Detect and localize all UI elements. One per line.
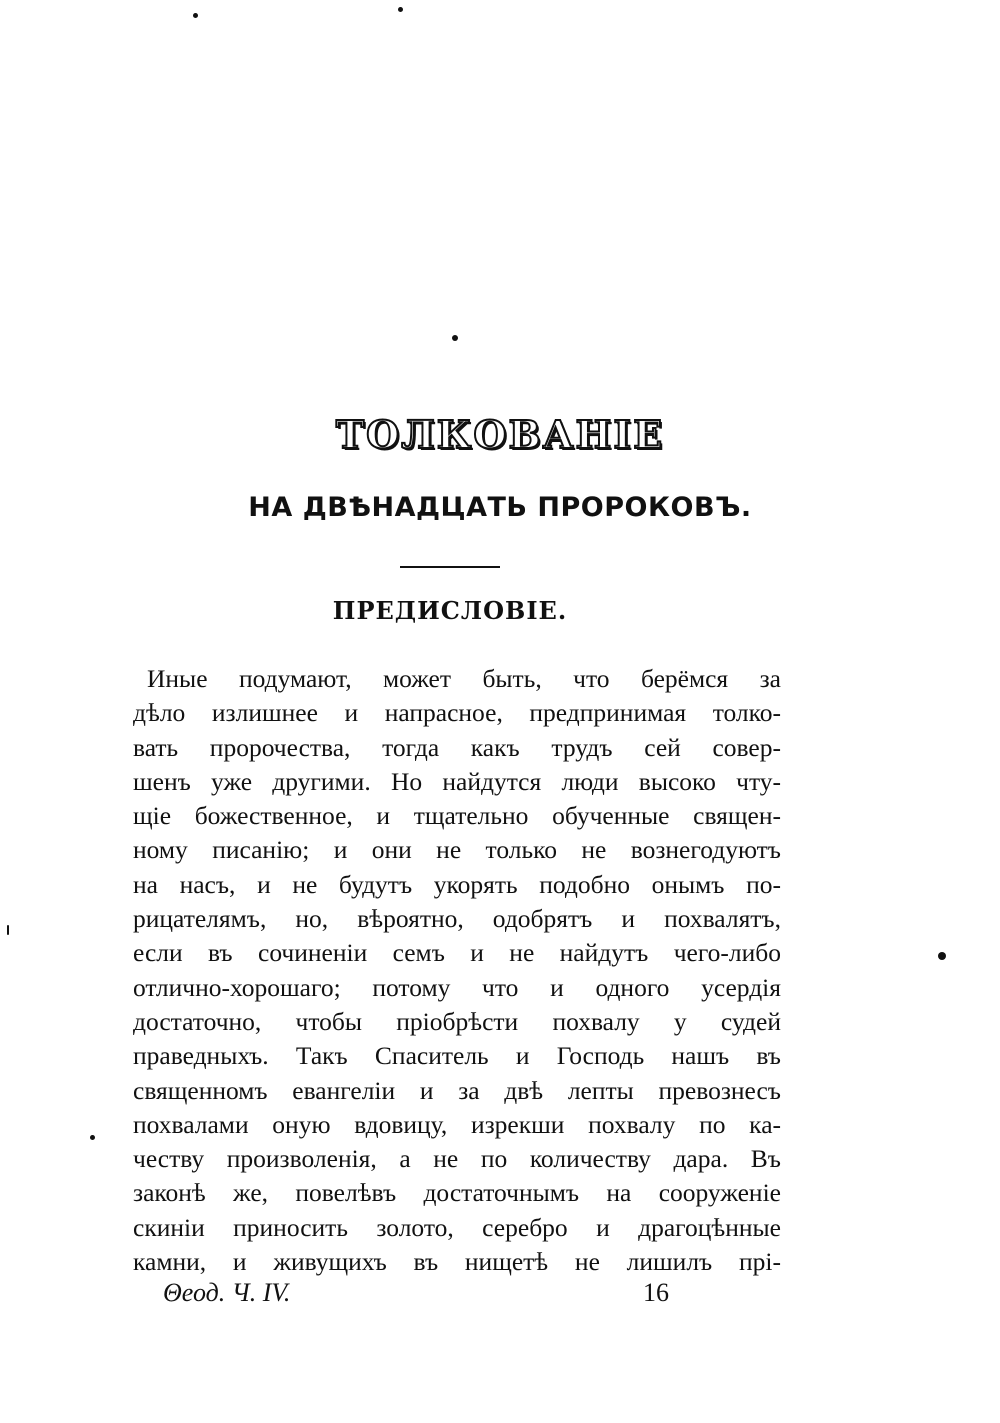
text-line: Иные подумают, может быть, что берёмся за [147,664,781,693]
scan-speck [398,7,403,12]
text-line: похвалами оную вдовицу, изрекши похвалу по ка- [133,1109,781,1139]
page-title: ТОЛКОВАНІЕ [335,412,665,457]
text-line: камни, и живущихъ въ нищетѣ не лишилъ прі- [133,1247,781,1277]
text-line: скиніи приносить золото, серебро и драгоцѣнные [133,1212,781,1242]
text-line: священномъ евангеліи и за двѣ лепты превознесъ [133,1075,781,1105]
page-footer [133,1278,781,1314]
text-line: шенъ уже другими. Но найдутся люди высоко чту- [133,766,781,796]
text-line: законѣ же, повелѣвъ достаточнымъ на сооруженіе [133,1178,781,1208]
text-line: достаточно, чтобы пріобрѣсти похвалу у судей [133,1006,781,1036]
text-line: щіе божественное, и тщательно обученные священ- [133,801,781,831]
text-line: честву произволенія, а не по количеству дара. Въ [133,1144,781,1174]
text-line: если въ сочиненіи семъ и не найдутъ чего-либо [133,938,781,968]
signature-mark: Θеод. Ч. IV. [163,1278,291,1307]
scan-speck [452,335,458,341]
divider-rule [400,566,500,568]
text-line: ному писанію; и они не только не вознегодуютъ [133,835,781,865]
scan-speck [7,925,9,935]
page-subtitle: НА ДВѢНАДЦАТЬ ПРОРОКОВЪ. [248,492,752,523]
text-line: рицателямъ, но, вѣроятно, одобрятъ и похвалятъ, [133,904,781,934]
text-line: праведныхъ. Такъ Спаситель и Господь нашъ въ [133,1041,781,1071]
text-line: дѣло излишнее и напрасное, предпринимая толко- [133,698,781,728]
text-line: на насъ, и не будутъ укорять подобно онымъ по- [133,869,781,899]
page-number: 16 [643,1278,669,1307]
text-line: вать пророчества, тогда какъ трудъ сей совер- [133,732,781,762]
body-paragraph [133,662,781,1279]
text-line: отлично-хорошаго; потому что и одного усердія [133,972,781,1002]
preface-heading: ПРЕДИСЛОВІЕ. [332,596,568,625]
scan-speck [193,13,198,18]
scan-speck [938,952,946,960]
scan-speck [90,1135,95,1140]
